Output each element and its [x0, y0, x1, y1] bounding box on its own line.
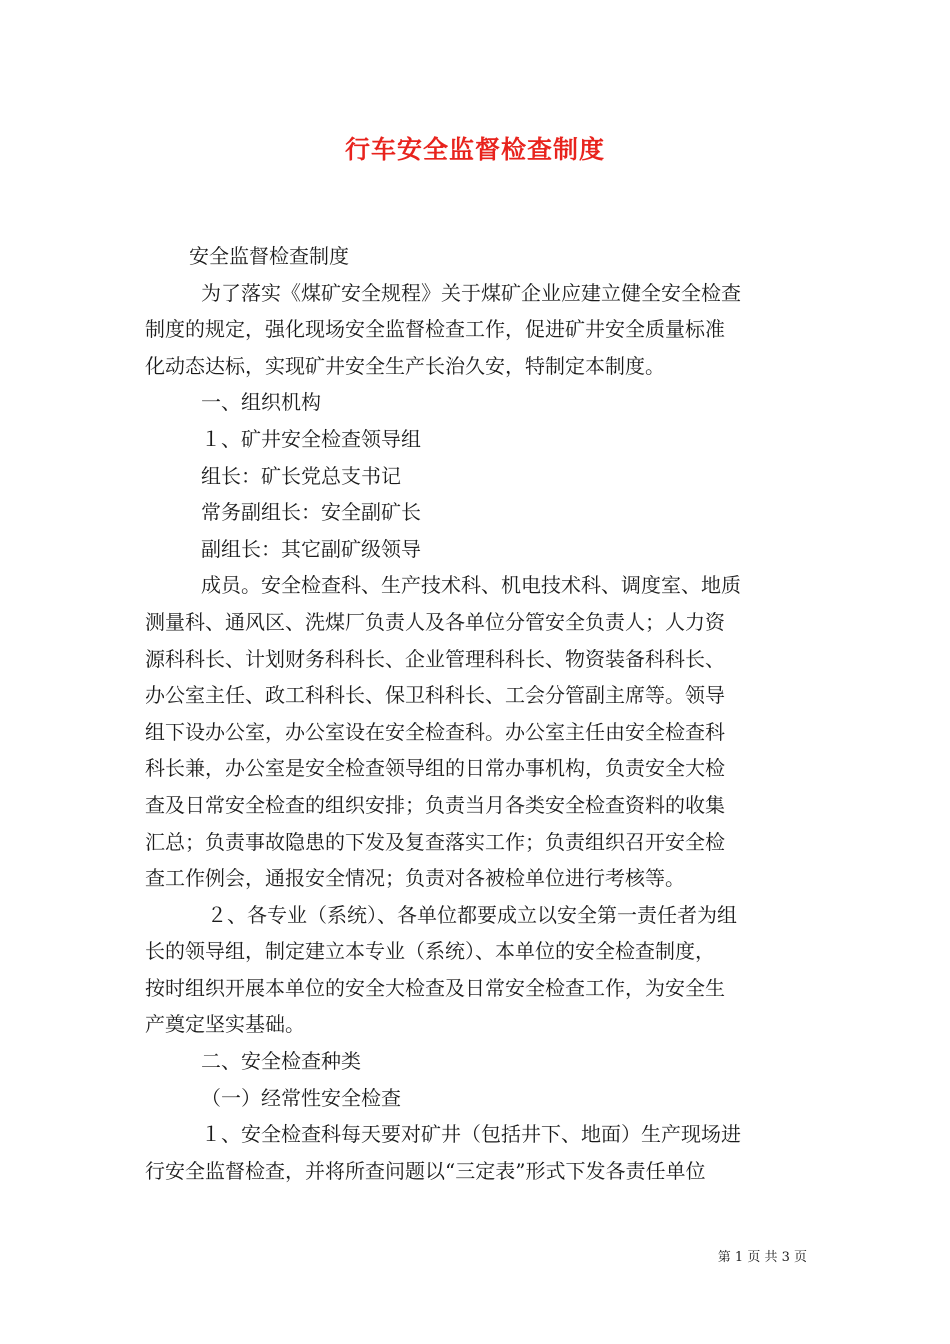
paragraph-line: １、安全检查科每天要对矿井（包括井下、地面）生产现场进 — [201, 1122, 741, 1147]
paragraph-line: 科长兼，办公室是安全检查领导组的日常办事机构，负责安全大检 — [145, 756, 725, 781]
paragraph-line: 为了落实《煤矿安全规程》关于煤矿企业应建立健全安全检查 — [201, 280, 741, 305]
document-title: 行车安全监督检查制度 — [344, 135, 605, 164]
paragraph-line: 按时组织开展本单位的安全大检查及日常安全检查工作，为安全生 — [145, 975, 725, 1000]
section-heading: 二、安全检查种类 — [201, 1049, 361, 1074]
paragraph-line: 成员。安全检查科、生产技术科、机电技术科、调度室、地质 — [201, 573, 741, 598]
document-body — [145, 238, 807, 1189]
paragraph-line: 副组长：其它副矿级领导 — [201, 536, 421, 561]
section-heading: 安全监督检查制度 — [189, 244, 349, 268]
paragraph-line: 测量科、通风区、洗煤厂负责人及各单位分管安全负责人；人力资 — [145, 609, 725, 634]
paragraph-line: 长的领导组，制定建立本专业（系统）、本单位的安全检查制度， — [145, 939, 715, 964]
paragraph-line: 产奠定坚实基础。 — [145, 1012, 305, 1037]
paragraph-line: 常务副组长：安全副矿长 — [201, 500, 421, 525]
page-number: 第 1 页 共 3 页 — [717, 1250, 807, 1265]
paragraph-line: 化动态达标，实现矿井安全生产长治久安，特制定本制度。 — [145, 353, 665, 378]
subsection-heading: （一）经常性安全检查 — [201, 1085, 401, 1110]
section-heading: 一、组织机构 — [201, 390, 321, 415]
paragraph-line: 制度的规定，强化现场安全监督检查工作，促进矿井安全质量标准 — [145, 317, 725, 342]
paragraph-line: 源科科长、计划财务科科长、企业管理科科长、物资装备科科长、 — [145, 646, 725, 671]
paragraph-line: 行安全监督检查，并将所查问题以“三定表”形式下发各责任单位 — [145, 1158, 706, 1183]
paragraph-line: 查及日常安全检查的组织安排；负责当月各类安全检查资料的收集 — [145, 792, 725, 817]
paragraph-line: 组长：矿长党总支书记 — [201, 463, 401, 488]
paragraph-line: 组下设办公室，办公室设在安全检查科。办公室主任由安全检查科 — [145, 719, 725, 744]
paragraph-line: ２、各专业（系统）、各单位都要成立以安全第一责任者为组 — [207, 902, 737, 927]
paragraph-line: 查工作例会，通报安全情况；负责对各被检单位进行考核等。 — [145, 866, 685, 891]
paragraph-line: 汇总；负责事故隐患的下发及复查落实工作；负责组织召开安全检 — [145, 829, 725, 854]
subsection-heading: １、矿井安全检查领导组 — [201, 426, 421, 451]
paragraph-line: 办公室主任、政工科科长、保卫科科长、工会分管副主席等。领导 — [145, 683, 725, 708]
